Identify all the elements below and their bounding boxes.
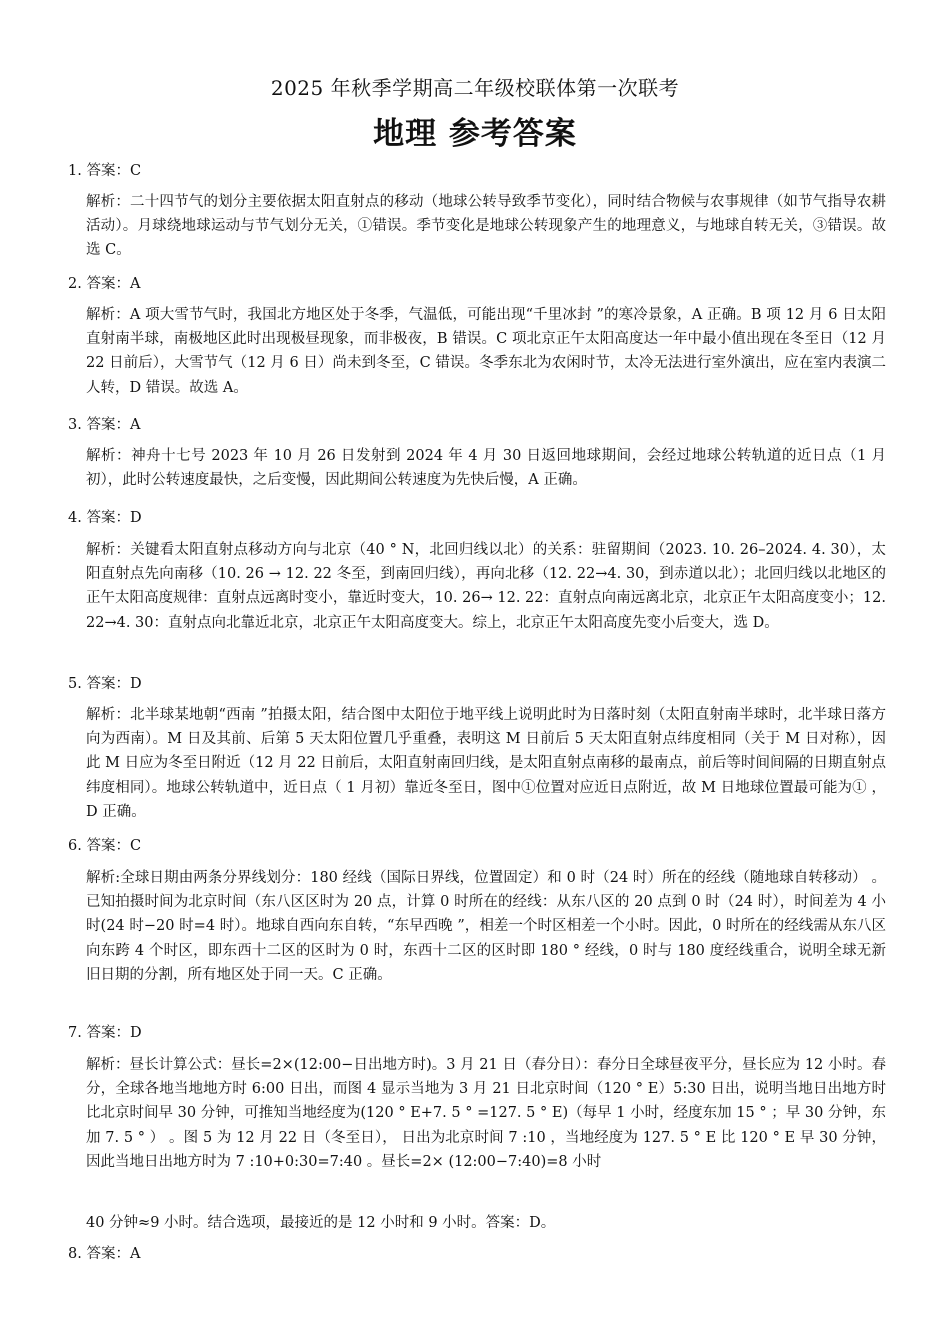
answer-6-label: 6. 答案：C (68, 838, 142, 854)
answer-4-analysis: 解析：关键看太阳直射点移动方向与北京（40 ° N，北回归线以北）的关系：驻留期间（2023. 10. 26–2024. 4. 30），太阳直射点先向南移（10. 26 → 12. 22 冬至，到南回归线），再向北移（12. 22→4. 30，到赤道以北）；北回归线以北地区的正午太阳高度规律：直射点远离时变小，靠近时变大，10. 26→ 12. 22：直射点向南远离北京，北京正午太阳高度变小；12. 22→4. 30：直射点向北靠近北京，北京正午太阳高度变大。综上，北京正午太阳高度先变小后变大，选 D。 (86, 542, 886, 631)
answer-1-label: 1. 答案：C (68, 163, 142, 179)
answer-7-analysis-continued: 40 分钟≈9 小时。结合选项，最接近的是 12 小时和 9 小时。答案：D。 (86, 1215, 556, 1231)
answer-8-label: 8. 答案：A (68, 1246, 141, 1262)
page-title: 地理 参考答案 (373, 116, 577, 152)
answer-1-analysis: 解析：二十四节气的划分主要依据太阳直射点的移动（地球公转导致季节变化），同时结合物候与农事规律（如节气指导农耕活动）。月球绕地球运动与节气划分无关，①错误。季节变化是地球公转现象产生的地理意义，与地球自转无关，③错误。故选 C。 (86, 194, 886, 259)
answer-7-label: 7. 答案：D (68, 1025, 142, 1041)
answer-3-analysis: 解析：神舟十七号 2023 年 10 月 26 日发射到 2024 年 4 月 30 日返回地球期间，会经过地球公转轨道的近日点（1 月初），此时公转速度最快，之后变慢，因此期间公转速度为先快后慢，A 正确。 (86, 448, 886, 489)
answer-2-analysis: 解析：A 项大雪节气时，我国北方地区处于冬季，气温低，可能出现“千里冰封 ”的寒冷景象，A 正确。B 项 12 月 6 日太阳直射南半球，南极地区此时出现极昼现象，而非极夜，B 错误。C 项北京正午太阳高度达一年中最小值出现在冬至日（12 月 22 日前后），大雪节气（12 月 6 日）尚未到冬至，C 错误。冬季东北为农闲时节，太冷无法进行室外演出，应在室内表演二人转，D 错误。故选 A。 (86, 307, 886, 396)
exam-title: 2025 年秋季学期高二年级校联体第一次联考 (270, 76, 680, 100)
answer-2-label: 2. 答案：A (68, 276, 141, 292)
answer-4-label: 4. 答案：D (68, 510, 142, 526)
answer-5-analysis: 解析：北半球某地朝“西南 ”拍摄太阳，结合图中太阳位于地平线上说明此时为日落时刻（太阳直射南半球时，北半球日落方向为西南）。M 日及其前、后第 5 天太阳位置几乎重叠，表明这 M 日前后 5 天太阳直射点纬度相同（关于 M 日对称），因此 M 日应为冬至日附近（12 月 22 日前后，太阳直射南回归线，是太阳直射点南移的最南点，前后等时间间隔的日期直射点纬度相同）。地球公转轨道中，近日点（ 1 月初）靠近冬至日，图中①位置对应近日点附近，故 M 日地球位置最可能为① ， D 正确。 (86, 707, 886, 820)
answer-5-label: 5. 答案：D (68, 676, 142, 692)
answer-3-label: 3. 答案：A (68, 417, 141, 433)
answer-7-analysis: 解析：昼长计算公式：昼长=2×(12:00−日出地方时)。3 月 21 日（春分日）：春分日全球昼夜平分，昼长应为 12 小时。春分，全球各地当地地方时 6:00 日出，而图 4 显示当地为 3 月 21 日北京时间（120 ° E）5:30 日出，说明当地日出地方时比北京时间早 30 分钟，可推知当地经度为(120 ° E+7. 5 ° =127. 5 ° E)（每早 1 小时，经度东加 15 ° ；早 30 分钟，东加 7. 5 ° ） 。图 5 为 12 月 22 日（冬至日）， 日出为北京时间 7 :10 ，当地经度为 127. 5 ° E 比 120 ° E 早 30 分钟，因此当地日出地方时为 7 :10+0:30=7:40 。昼长=2× (12:00−7:40)=8 小时 (86, 1057, 886, 1170)
answer-6-analysis: 解析:全球日期由两条分界线划分：180 经线（国际日界线，位置固定）和 0 时（24 时）所在的经线（随地球自转移动） 。 已知拍摄时间为北京时间（东八区区时为 20 点，计算 0 时所在的经线：从东八区的 20 点到 0 时（24 时），时间差为 4 小时(24 时−20 时=4 时）。地球自西向东自转，“东早西晚 ”，相差一个时区相差一个小时。因此，0 时所在的经线需从东八区向东跨 4 个时区，即东西十二区的区时为 0 时，东西十二区的区时即 180 ° 经线，0 时与 180 度经线重合，说明全球无新旧日期的分割，所有地区处于同一天。C 正确。 (86, 870, 886, 983)
